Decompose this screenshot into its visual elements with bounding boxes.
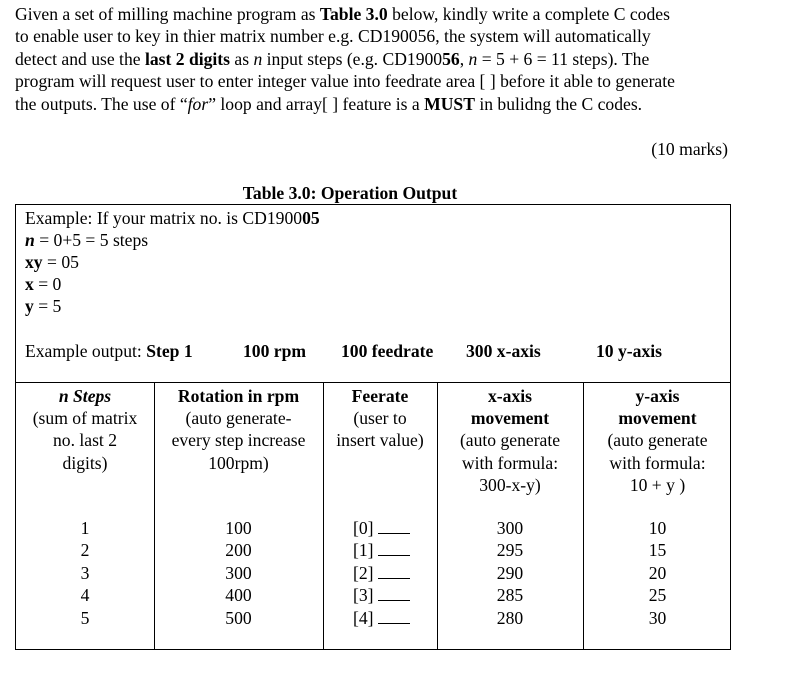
table-cell: 500: [225, 607, 252, 628]
question-line-4: program will request user to enter integer value into feedrate area [ ] before it able to generate: [15, 71, 675, 92]
blank-line: [378, 521, 410, 534]
column-x-axis: [437, 517, 583, 629]
table-cell: 200: [225, 540, 252, 561]
table-cell: 300: [225, 562, 252, 583]
example-output-x-axis: 300 x-axis: [466, 341, 541, 361]
marks-label: (10 marks): [651, 139, 728, 159]
feedrate-input-slot: [4]: [353, 607, 410, 629]
table-cell: 400: [225, 585, 252, 606]
table-cell: 290: [496, 562, 524, 583]
table-cell: 300: [496, 518, 524, 538]
table-cell: 4: [80, 585, 90, 606]
example-x-line: x = 0: [25, 274, 62, 294]
blank-line: [378, 543, 410, 556]
table-cell: 3: [80, 562, 90, 583]
question-text: [15, 3, 735, 115]
example-section: [16, 205, 730, 383]
table-cell: 20: [648, 562, 667, 583]
table-cell: 25: [648, 585, 667, 606]
operation-output-table: [15, 204, 731, 650]
table-cell: 15: [648, 540, 667, 561]
example-output-rpm: 100 rpm: [243, 341, 307, 361]
table-cell: 2: [80, 540, 90, 561]
blank-line: [378, 588, 410, 601]
table-caption: Table 3.0: Operation Output: [242, 183, 458, 203]
header-rotation: Rotation in rpm (auto generate- every step increase 100rpm): [171, 386, 306, 473]
blank-line: [378, 611, 410, 624]
question-line-2: to enable user to key in thier matrix number e.g. CD190056, the system will automatically: [15, 26, 651, 47]
example-output-y-axis: 10 y-axis: [596, 341, 662, 361]
question-line-5: the outputs. The use of “for” loop and array[ ] feature is a MUST in bulidng the C codes.: [15, 93, 643, 114]
column-y-axis: [583, 517, 732, 629]
table-reference: Table 3.0: [319, 4, 388, 24]
feedrate-input-slot: [0]: [353, 517, 410, 539]
question-line-1: Given a set of milling machine program as Table 3.0 below, kindly write a complete C codes: [15, 4, 670, 24]
blank-line: [378, 566, 410, 579]
feedrate-input-slot: [2]: [353, 562, 410, 584]
table-cell: 30: [648, 607, 667, 628]
table-cell: 5: [80, 607, 90, 628]
table-cell: 100: [225, 518, 252, 538]
table-cell: 280: [496, 607, 524, 628]
feedrate-input-slot: [1]: [353, 539, 410, 561]
column-steps: [16, 517, 154, 629]
header-x-axis: x-axis movement (auto generate with formula: 300-x-y): [459, 386, 561, 495]
header-steps: n Steps (sum of matrix no. last 2 digits): [32, 386, 138, 473]
table-cell: 295: [496, 540, 524, 561]
example-matrix-line: Example: If your matrix no. is CD190005: [25, 208, 320, 228]
example-output-label: Example output: Step 1: [25, 341, 193, 361]
table-cell: 10: [648, 518, 667, 538]
question-line-3: detect and use the last 2 digits as n input steps (e.g. CD190056, n = 5 + 6 = 11 steps). The: [15, 48, 650, 69]
header-feedrate: Feerate (user to insert value): [336, 386, 424, 451]
example-xy-line: xy = 05: [25, 252, 79, 272]
example-output-feedrate: 100 feedrate: [341, 341, 434, 361]
column-rpm: [154, 517, 323, 629]
example-n-line: n = 0+5 = 5 steps: [25, 230, 149, 250]
table-cell: 1: [80, 518, 90, 538]
feedrate-input-slot: [3]: [353, 584, 410, 606]
example-y-line: y = 5: [25, 296, 62, 316]
header-y-axis: y-axis movement (auto generate with formula: 10 + y ): [607, 386, 708, 495]
table-cell: 285: [496, 585, 524, 606]
column-feedrate: [353, 517, 410, 629]
